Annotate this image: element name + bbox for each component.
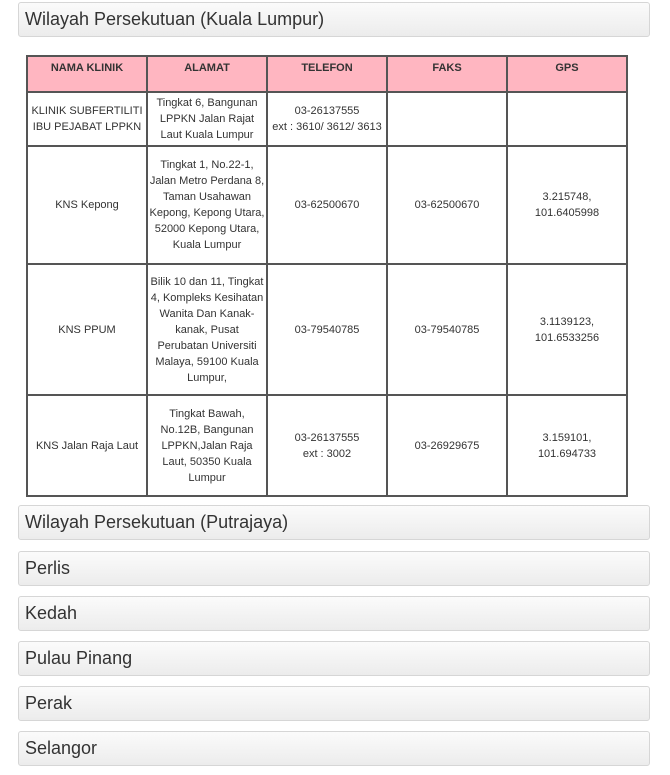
- cell-telefon: [268, 265, 386, 394]
- cell-telefon: [268, 93, 386, 145]
- clinic-table: [26, 55, 628, 497]
- cell-gps: [508, 265, 626, 394]
- header-telefon: TELEFON: [268, 57, 386, 91]
- cell-nama-klinik: KNS Kepong: [28, 147, 146, 263]
- accordion-header-pulau-pinang[interactable]: Pulau Pinang: [18, 641, 650, 676]
- cell-alamat: Tingkat 6, Bangunan LPPKN Jalan Rajat Laut Kuala Lumpur: [148, 93, 266, 145]
- table-header-row: [28, 57, 626, 91]
- telefon-number: 03-79540785: [294, 323, 360, 336]
- cell-alamat: Tingkat Bawah, No.12B, Bangunan LPPKN,Jalan Raja Laut, 50350 Kuala Lumpur: [148, 396, 266, 495]
- header-nama-klinik: NAMA KLINIK: [28, 57, 146, 91]
- accordion-header-kedah[interactable]: Kedah: [18, 596, 650, 631]
- accordion-header-perlis[interactable]: Perlis: [18, 551, 650, 586]
- accordion-header-selangor[interactable]: Selangor: [18, 731, 650, 766]
- cell-nama-klinik: KNS Jalan Raja Laut: [28, 396, 146, 495]
- cell-telefon: [268, 396, 386, 495]
- cell-faks: [388, 93, 506, 145]
- gps-lat: 3.215748,: [542, 191, 592, 203]
- accordion-panel-kuala-lumpur: [26, 55, 626, 497]
- cell-alamat: Tingkat 1, No.22-1, Jalan Metro Perdana 8, Taman Usahawan Kepong, Kepong Utara, 52000 Kepong Utara, Kuala Lumpur: [148, 147, 266, 263]
- cell-telefon: [268, 147, 386, 263]
- cell-gps: [508, 93, 626, 145]
- cell-nama-klinik: KNS PPUM: [28, 265, 146, 394]
- accordion-header-putrajaya[interactable]: Wilayah Persekutuan (Putrajaya): [18, 505, 650, 540]
- accordion-header-kuala-lumpur[interactable]: Wilayah Persekutuan (Kuala Lumpur): [18, 2, 650, 37]
- cell-faks: 03-62500670: [388, 147, 506, 263]
- cell-gps: [508, 396, 626, 495]
- table-row: [28, 265, 626, 394]
- table-row: [28, 93, 626, 145]
- telefon-number: 03-26137555: [294, 105, 360, 117]
- telefon-ext: ext : 3610/ 3612/ 3613: [272, 121, 382, 133]
- table-row: [28, 396, 626, 495]
- cell-nama-klinik: KLINIK SUBFERTILITI IBU PEJABAT LPPKN: [28, 93, 146, 145]
- cell-faks: 03-26929675: [388, 396, 506, 495]
- cell-faks: 03-79540785: [388, 265, 506, 394]
- cell-gps: [508, 147, 626, 263]
- header-gps: GPS: [508, 57, 626, 91]
- cell-alamat: Bilik 10 dan 11, Tingkat 4, Kompleks Kesihatan Wanita Dan Kanak-kanak, Pusat Perubatan Universiti Malaya, 59100 Kuala Lumpur,: [148, 265, 266, 394]
- gps-lng: 101.694733: [537, 447, 597, 460]
- header-alamat: ALAMAT: [148, 57, 266, 91]
- gps-lng: 101.6533256: [534, 331, 600, 344]
- telefon-number: 03-26137555: [294, 431, 360, 444]
- table-row: [28, 147, 626, 263]
- telefon-ext: ext : 3002: [302, 447, 352, 460]
- header-faks: FAKS: [388, 57, 506, 91]
- gps-lng: 101.6405998: [534, 207, 600, 219]
- gps-lat: 3.1139123,: [539, 315, 595, 328]
- telefon-number: 03-62500670: [294, 199, 360, 211]
- gps-lat: 3.159101,: [542, 431, 592, 444]
- accordion-header-perak[interactable]: Perak: [18, 686, 650, 721]
